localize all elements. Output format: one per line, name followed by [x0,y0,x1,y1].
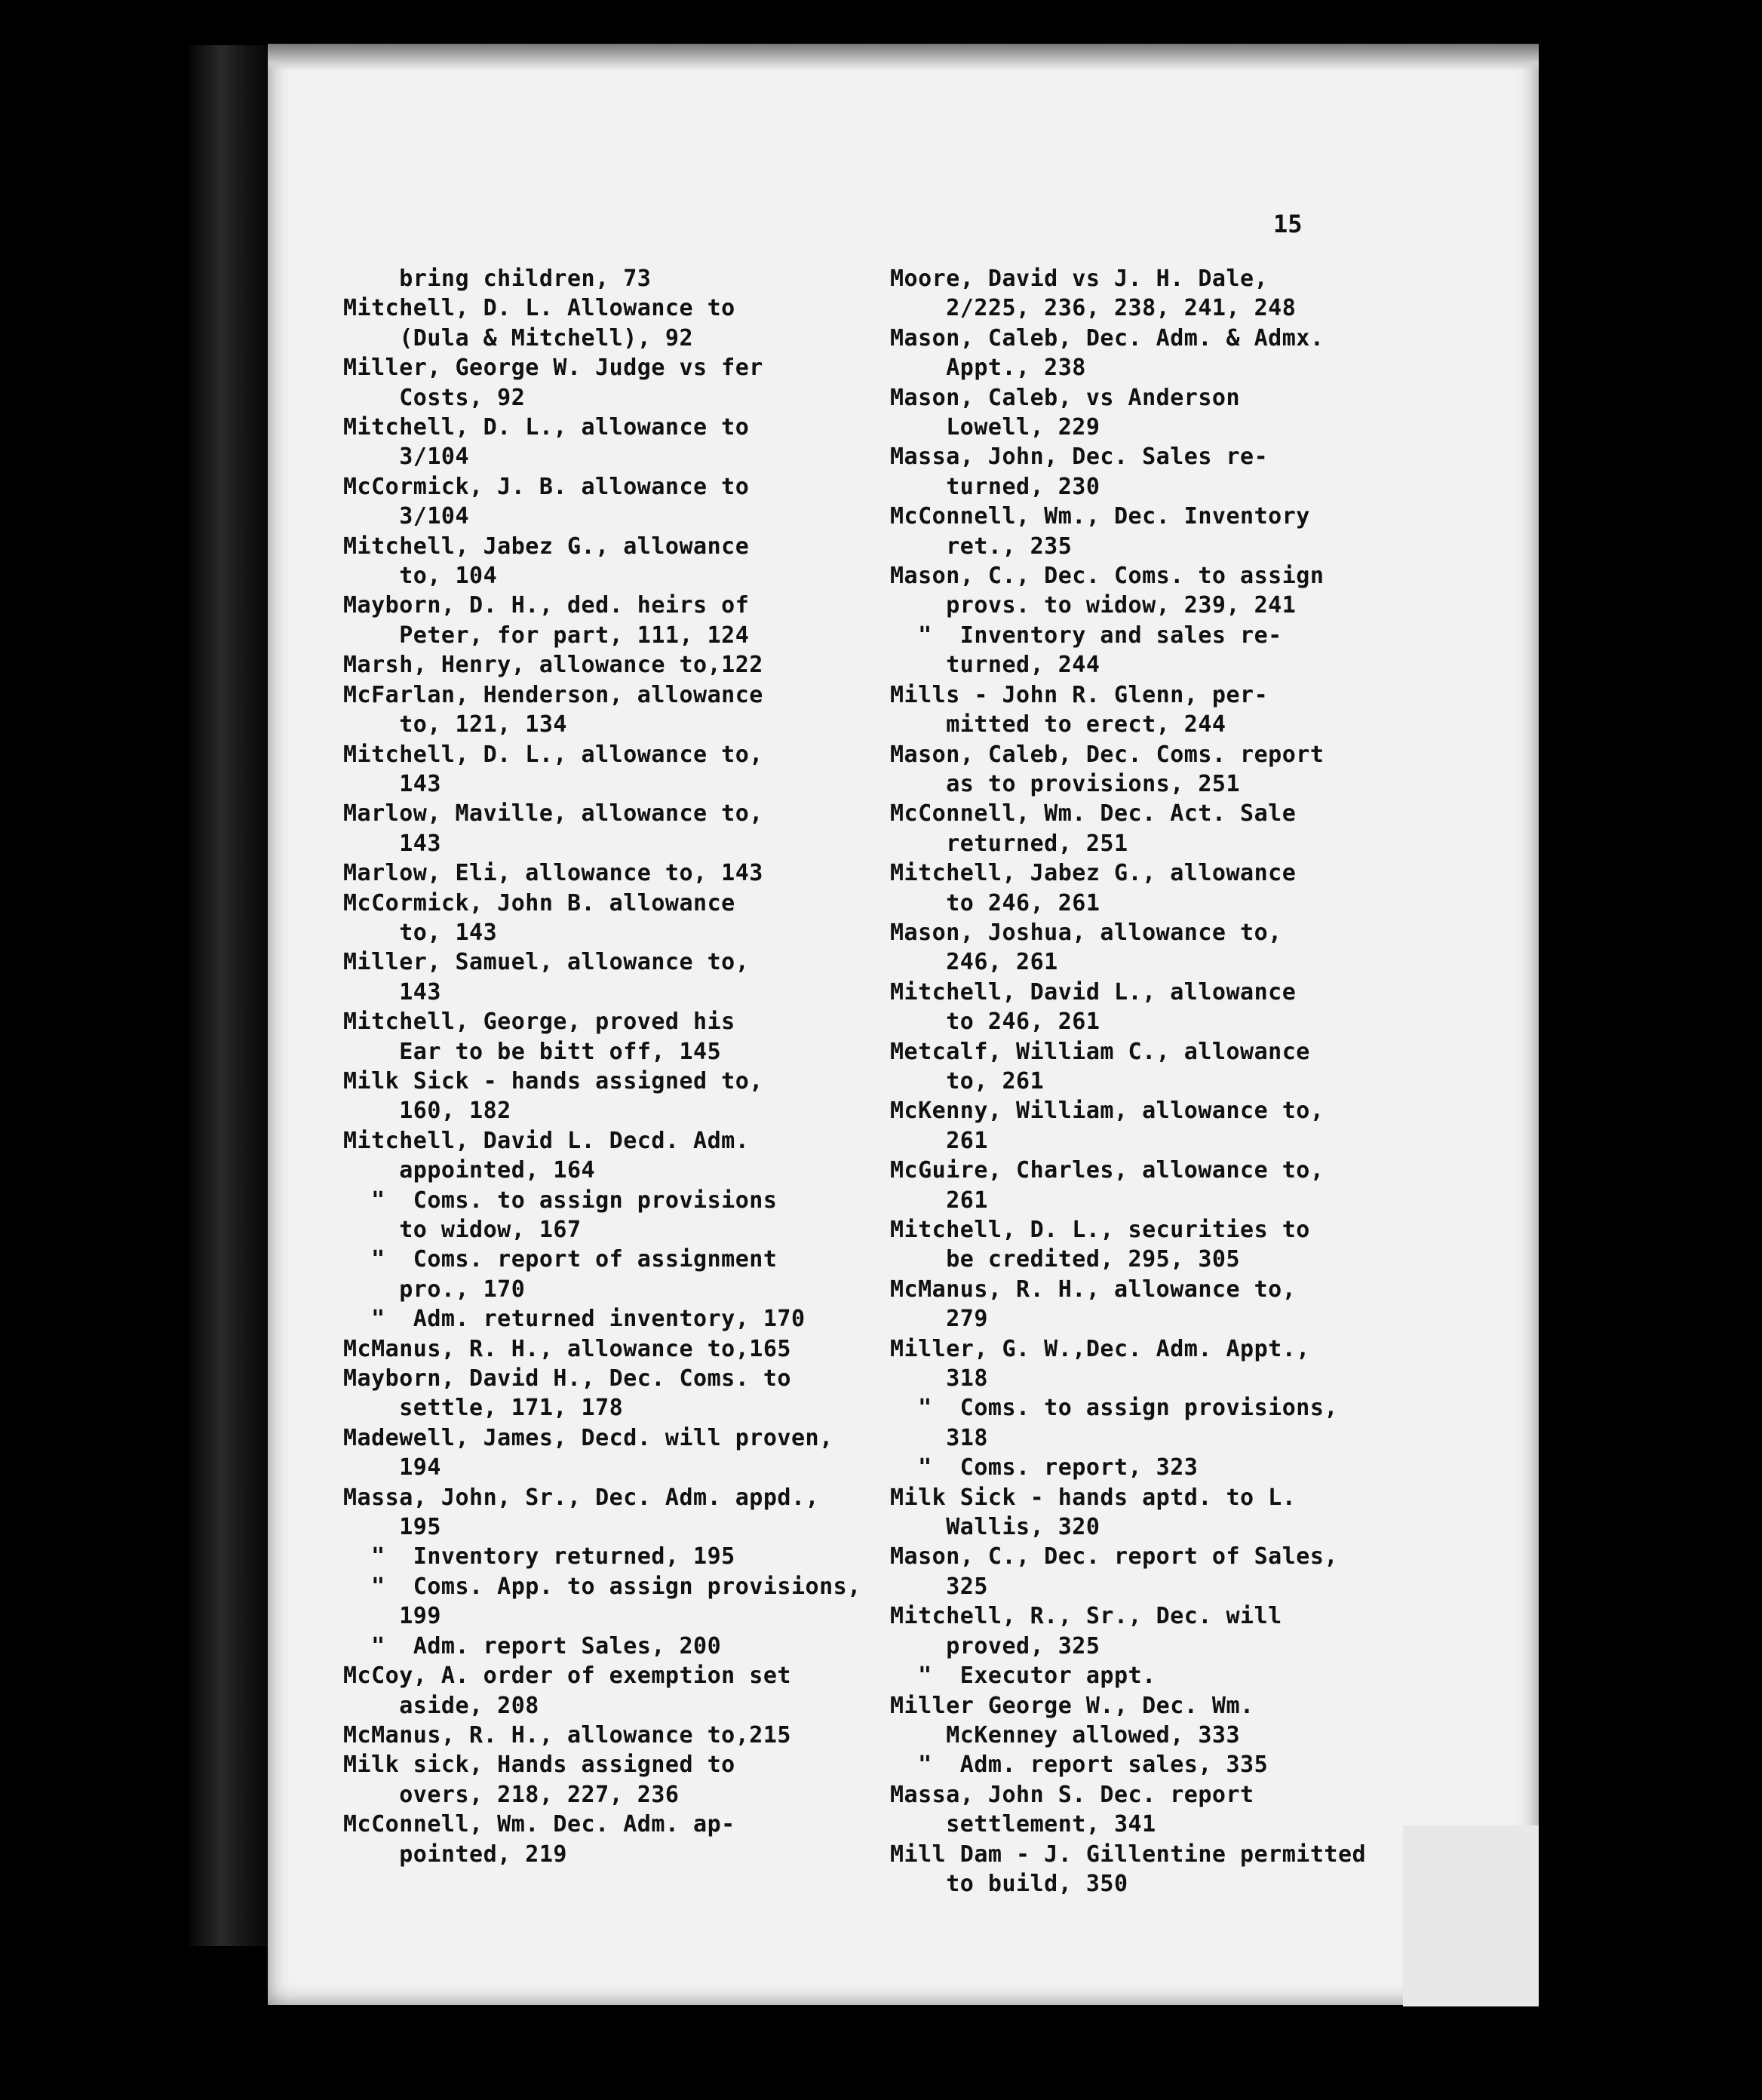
scanner-edge-shadow [189,45,272,1946]
index-entry-line: 199 [343,1603,441,1630]
index-entry-line: proved, 325 [890,1632,1100,1659]
index-entry-line: Mill Dam - J. Gillentine permitted [890,1841,1367,1868]
index-entry-line: Mayborn, D. H., ded. heirs of [343,592,750,619]
index-entry-line: McConnell, Wm., Dec. Inventory [890,503,1310,530]
index-entry-line: " Adm. report sales, 335 [890,1752,1269,1779]
index-entry-line: Moore, David vs J. H. Dale, [890,266,1269,292]
index-entry-line: pointed, 219 [343,1841,567,1868]
index-entry-line: Mason, Caleb, Dec. Coms. report [890,741,1325,768]
index-entry-line: 261 [890,1127,988,1154]
index-entry-line: " Coms. to assign provisions, [890,1395,1338,1422]
index-entry-line: Costs, 92 [343,384,526,411]
index-entry-line: to, 104 [343,563,498,590]
index-entry-line: Milk sick, Hands assigned to [343,1752,735,1779]
index-entry-line: 3/104 [343,444,470,471]
index-entry-line: " Coms. to assign provisions [343,1187,778,1214]
index-entry-line: provs. to widow, 239, 241 [890,592,1297,619]
index-entry-line: Madewell, James, Decd. will proven, [343,1424,833,1451]
index-entry-line: Mitchell, D. L., allowance to [343,414,750,441]
index-entry-line: be credited, 295, 305 [890,1246,1241,1273]
index-entry-line: ret., 235 [890,533,1073,560]
index-entry-line: McKenney allowed, 333 [890,1721,1241,1748]
index-entry-line: to, 121, 134 [343,711,567,738]
index-entry-line: " Inventory and sales re- [890,622,1282,649]
index-entry-line: 318 [890,1365,988,1392]
index-entry-line: 143 [343,830,441,857]
index-entry-line: Mayborn, David H., Dec. Coms. to [343,1365,791,1392]
index-entry-line: to build, 350 [890,1870,1128,1897]
index-entry-line: Mitchell, Jabez G., allowance [890,860,1297,887]
index-entry-line: Peter, for part, 111, 124 [343,622,750,649]
index-entry-line: " Coms. report of assignment [343,1246,778,1273]
index-entry-line: overs, 218, 227, 236 [343,1781,680,1808]
index-entry-line: McFarlan, Henderson, allowance [343,681,763,708]
index-entry-line: Mitchell, David L., allowance [890,978,1297,1005]
index-entry-line: McManus, R. H., allowance to,215 [343,1721,791,1748]
index-entry-line: 325 [890,1573,988,1600]
page-number: 15 [1273,210,1303,238]
index-entry-line: 261 [890,1187,988,1214]
index-entry-line: 143 [343,978,441,1005]
index-entry-line: Marlow, Maville, allowance to, [343,800,763,827]
index-entry-line: to, 261 [890,1067,1045,1095]
index-entry-line: Ear to be bitt off, 145 [343,1038,722,1065]
index-entry-line: 143 [343,770,441,797]
index-entry-line: settle, 171, 178 [343,1395,624,1422]
index-entry-line: Mason, Caleb, Dec. Adm. & Admx. [890,324,1325,352]
index-entry-line: Metcalf, William C., allowance [890,1038,1310,1065]
index-entry-line: 195 [343,1514,441,1541]
index-column-right [890,264,1367,1899]
index-entry-line: (Dula & Mitchell), 92 [343,324,694,352]
index-entry-line: Mitchell, Jabez G., allowance [343,533,750,560]
index-entry-line: McConnell, Wm. Dec. Act. Sale [890,800,1297,827]
index-entry-line: Wallis, 320 [890,1514,1100,1541]
index-entry-line: Miller, G. W.,Dec. Adm. Appt., [890,1335,1310,1362]
index-entry-line: McCoy, A. order of exemption set [343,1662,791,1690]
index-entry-line: Milk Sick - hands assigned to, [343,1067,763,1095]
index-entry-line: Massa, John, Sr., Dec. Adm. appd., [343,1484,820,1511]
index-entry-line: mitted to erect, 244 [890,711,1226,738]
index-entry-line: McManus, R. H., allowance to,165 [343,1335,791,1362]
index-entry-line: pro., 170 [343,1276,526,1303]
index-entry-line: Mitchell, R., Sr., Dec. will [890,1603,1282,1630]
index-column-left [343,264,861,1869]
index-entry-line: 160, 182 [343,1098,511,1125]
index-entry-line: Mason, C., Dec. report of Sales, [890,1543,1338,1570]
index-entry-line: " Adm. returned inventory, 170 [343,1306,806,1333]
index-entry-line: 2/225, 236, 238, 241, 248 [890,295,1297,322]
index-entry-line: Mason, Joshua, allowance to, [890,919,1282,946]
index-entry-line: 194 [343,1454,441,1481]
index-entry-line: Mitchell, D. L., allowance to, [343,741,763,768]
index-entry-line: Mitchell, D. L. Allowance to [343,295,735,322]
index-entry-line: 246, 261 [890,949,1058,976]
index-entry-line: Massa, John S. Dec. report [890,1781,1254,1808]
index-entry-line: " Inventory returned, 195 [343,1543,735,1570]
index-entry-line: Mason, C., Dec. Coms. to assign [890,563,1325,590]
index-entry-line: 279 [890,1306,988,1333]
index-entry-line: Mitchell, David L. Decd. Adm. [343,1127,750,1154]
index-entry-line: to widow, 167 [343,1217,582,1243]
index-entry-line: " Coms. report, 323 [890,1454,1199,1481]
index-entry-line: appointed, 164 [343,1157,596,1184]
index-entry-line: Appt., 238 [890,355,1086,382]
index-entry-line: 318 [890,1424,988,1451]
index-entry-line: " Executor appt. [890,1662,1156,1690]
index-entry-line: McGuire, Charles, allowance to, [890,1157,1325,1184]
index-entry-line: Massa, John, Dec. Sales re- [890,444,1269,471]
index-entry-line: to 246, 261 [890,889,1100,916]
index-entry-line: McCormick, John B. allowance [343,889,735,916]
index-entry-line: returned, 251 [890,830,1128,857]
index-entry-line: bring children, 73 [343,266,652,292]
index-entry-line: Lowell, 229 [890,414,1100,441]
index-entry-line: to, 143 [343,919,498,946]
index-entry-line: " Adm. report Sales, 200 [343,1632,722,1659]
index-entry-line: McCormick, J. B. allowance to [343,473,750,500]
index-entry-line: 3/104 [343,503,470,530]
index-entry-line: " Coms. App. to assign provisions, [343,1573,861,1600]
index-entry-line: Mitchell, D. L., securities to [890,1217,1310,1243]
index-entry-line: to 246, 261 [890,1009,1100,1036]
index-entry-line: Marsh, Henry, allowance to,122 [343,652,763,679]
index-entry-line: settlement, 341 [890,1811,1156,1838]
index-entry-line: Marlow, Eli, allowance to, 143 [343,860,763,887]
page-curl [1403,1825,1539,2006]
index-entry-line: turned, 244 [890,652,1100,679]
index-entry-line: as to provisions, 251 [890,770,1241,797]
index-entry-line: Miller, Samuel, allowance to, [343,949,750,976]
index-entry-line: Mason, Caleb, vs Anderson [890,384,1241,411]
index-entry-line: Mitchell, George, proved his [343,1009,735,1036]
index-entry-line: McConnell, Wm. Dec. Adm. ap- [343,1811,735,1838]
index-entry-line: Miller, George W. Judge vs fer [343,355,763,382]
index-entry-line: McManus, R. H., allowance to, [890,1276,1297,1303]
index-entry-line: turned, 230 [890,473,1100,500]
index-entry-line: McKenny, William, allowance to, [890,1098,1325,1125]
index-entry-line: Mills - John R. Glenn, per- [890,681,1269,708]
index-entry-line: Milk Sick - hands aptd. to L. [890,1484,1297,1511]
index-entry-line: Miller George W., Dec. Wm. [890,1692,1254,1719]
index-entry-line: aside, 208 [343,1692,539,1719]
